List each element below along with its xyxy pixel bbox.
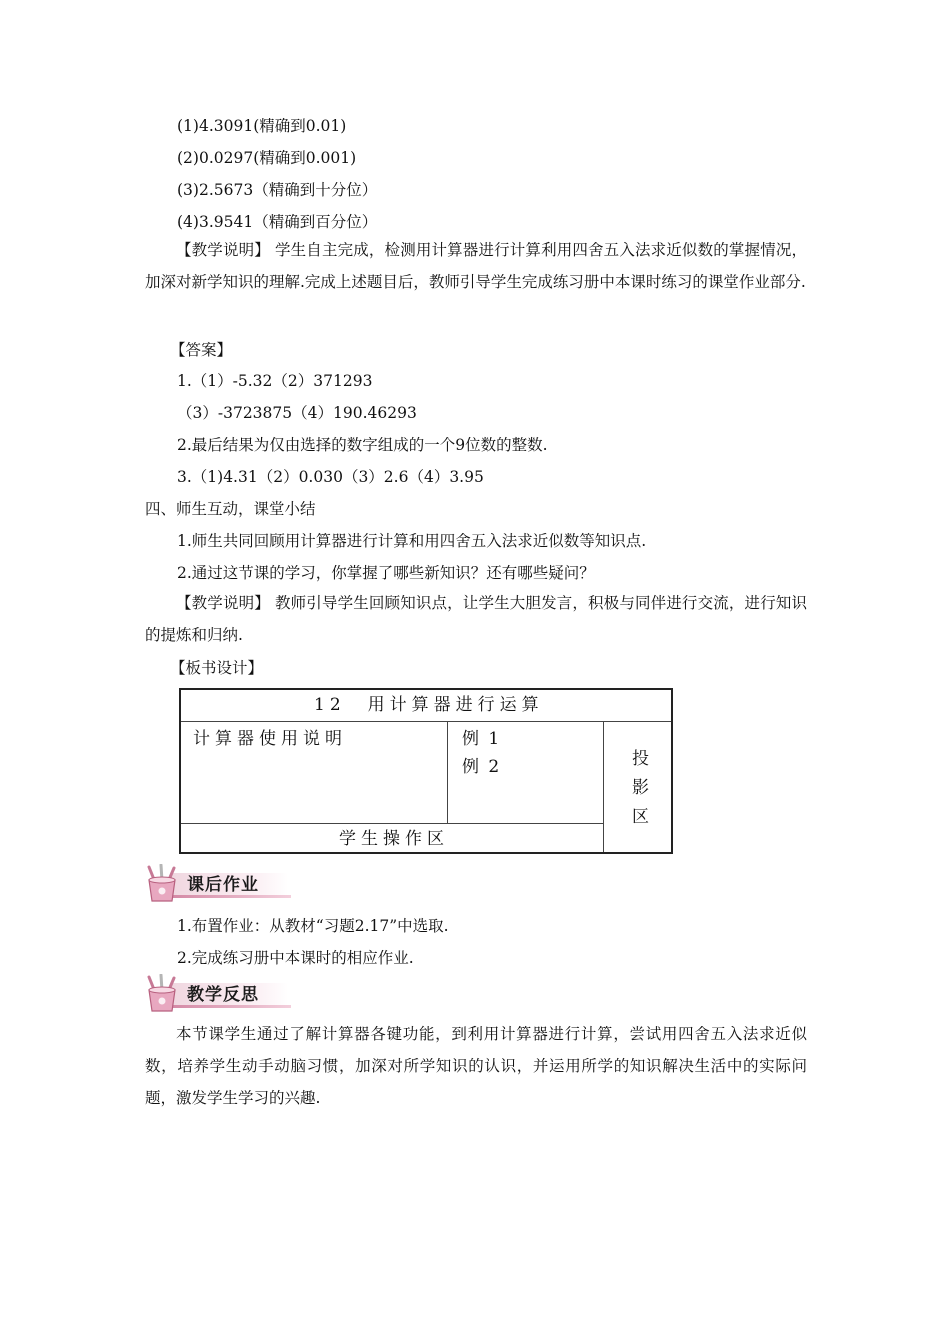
board-example-1: 例 1 <box>462 729 502 749</box>
exercise-2: (2)0.0297(精确到0.001) <box>177 149 357 167</box>
pencil-cup-icon <box>143 864 187 904</box>
summary-item-1: 1.师生共同回顾用计算器进行计算和用四舍五入法求近似数等知识点. <box>177 532 647 550</box>
answer-3: 3.（1)4.31（2）0.030（3）2.6（4）3.95 <box>177 468 484 486</box>
board-bottom: 学生操作区 <box>339 829 449 849</box>
exercise-3: (3)2.5673（精确到十分位） <box>177 181 378 199</box>
board-title: 12 用计算器进行运算 <box>314 695 544 715</box>
board-side-char-2: 影 <box>632 778 654 798</box>
summary-item-2: 2.通过这节课的学习，你掌握了哪些新知识？还有哪些疑问？ <box>177 564 595 582</box>
section-four-heading: 四、师生互动，课堂小结 <box>145 500 316 518</box>
homework-banner <box>143 864 293 904</box>
reflection-paragraph: 本节课学生通过了解计算器各键功能，到利用计算器进行计算，尝试用四舍五入法求近似数，培养学生动手动脑习惯，加深对所学知识的认识，并运用所学的知识解决生活中的实际问题，激发学生学习的兴趣. <box>145 1025 807 1107</box>
homework-item-1: 1.布置作业：从教材“习题2.17”中选取. <box>177 917 449 935</box>
board-side-char-3: 区 <box>632 807 654 827</box>
board-side-char-1: 投 <box>632 749 654 769</box>
homework-banner-title: 课后作业 <box>187 875 259 895</box>
reflection-banner-title: 教学反思 <box>187 985 259 1005</box>
answer-1-cont: （3）-3723875（4）190.46293 <box>177 404 417 422</box>
answer-heading: 【答案】 <box>170 341 233 359</box>
teaching-note-2: 【教学说明】 教师引导学生回顾知识点，让学生大胆发言，积极与同伴进行交流，进行知识的提炼和归纳. <box>145 594 807 644</box>
board-example-2: 例 2 <box>462 757 502 777</box>
pencil-cup-icon <box>143 974 187 1014</box>
board-heading: 【板书设计】 <box>170 659 264 677</box>
reflection-banner <box>143 974 293 1014</box>
answer-2: 2.最后结果为仅由选择的数字组成的一个9位数的整数. <box>177 436 548 454</box>
exercise-4: (4)3.9541（精确到百分位） <box>177 213 378 231</box>
board-design-table <box>179 688 673 854</box>
homework-item-2: 2.完成练习册中本课时的相应作业. <box>177 949 414 967</box>
teaching-note-1: 【教学说明】 学生自主完成，检测用计算器进行计算利用四舍五入法求近似数的掌握情况，加深对新学知识的理解.完成上述题目后，教师引导学生完成练习册中本课时练习的课堂作业部分. <box>145 241 807 291</box>
answer-1: 1.（1）-5.32（2）371293 <box>177 372 373 390</box>
exercise-1: (1)4.3091(精确到0.01) <box>177 117 347 135</box>
board-left-cell: 计算器使用说明 <box>193 729 347 749</box>
